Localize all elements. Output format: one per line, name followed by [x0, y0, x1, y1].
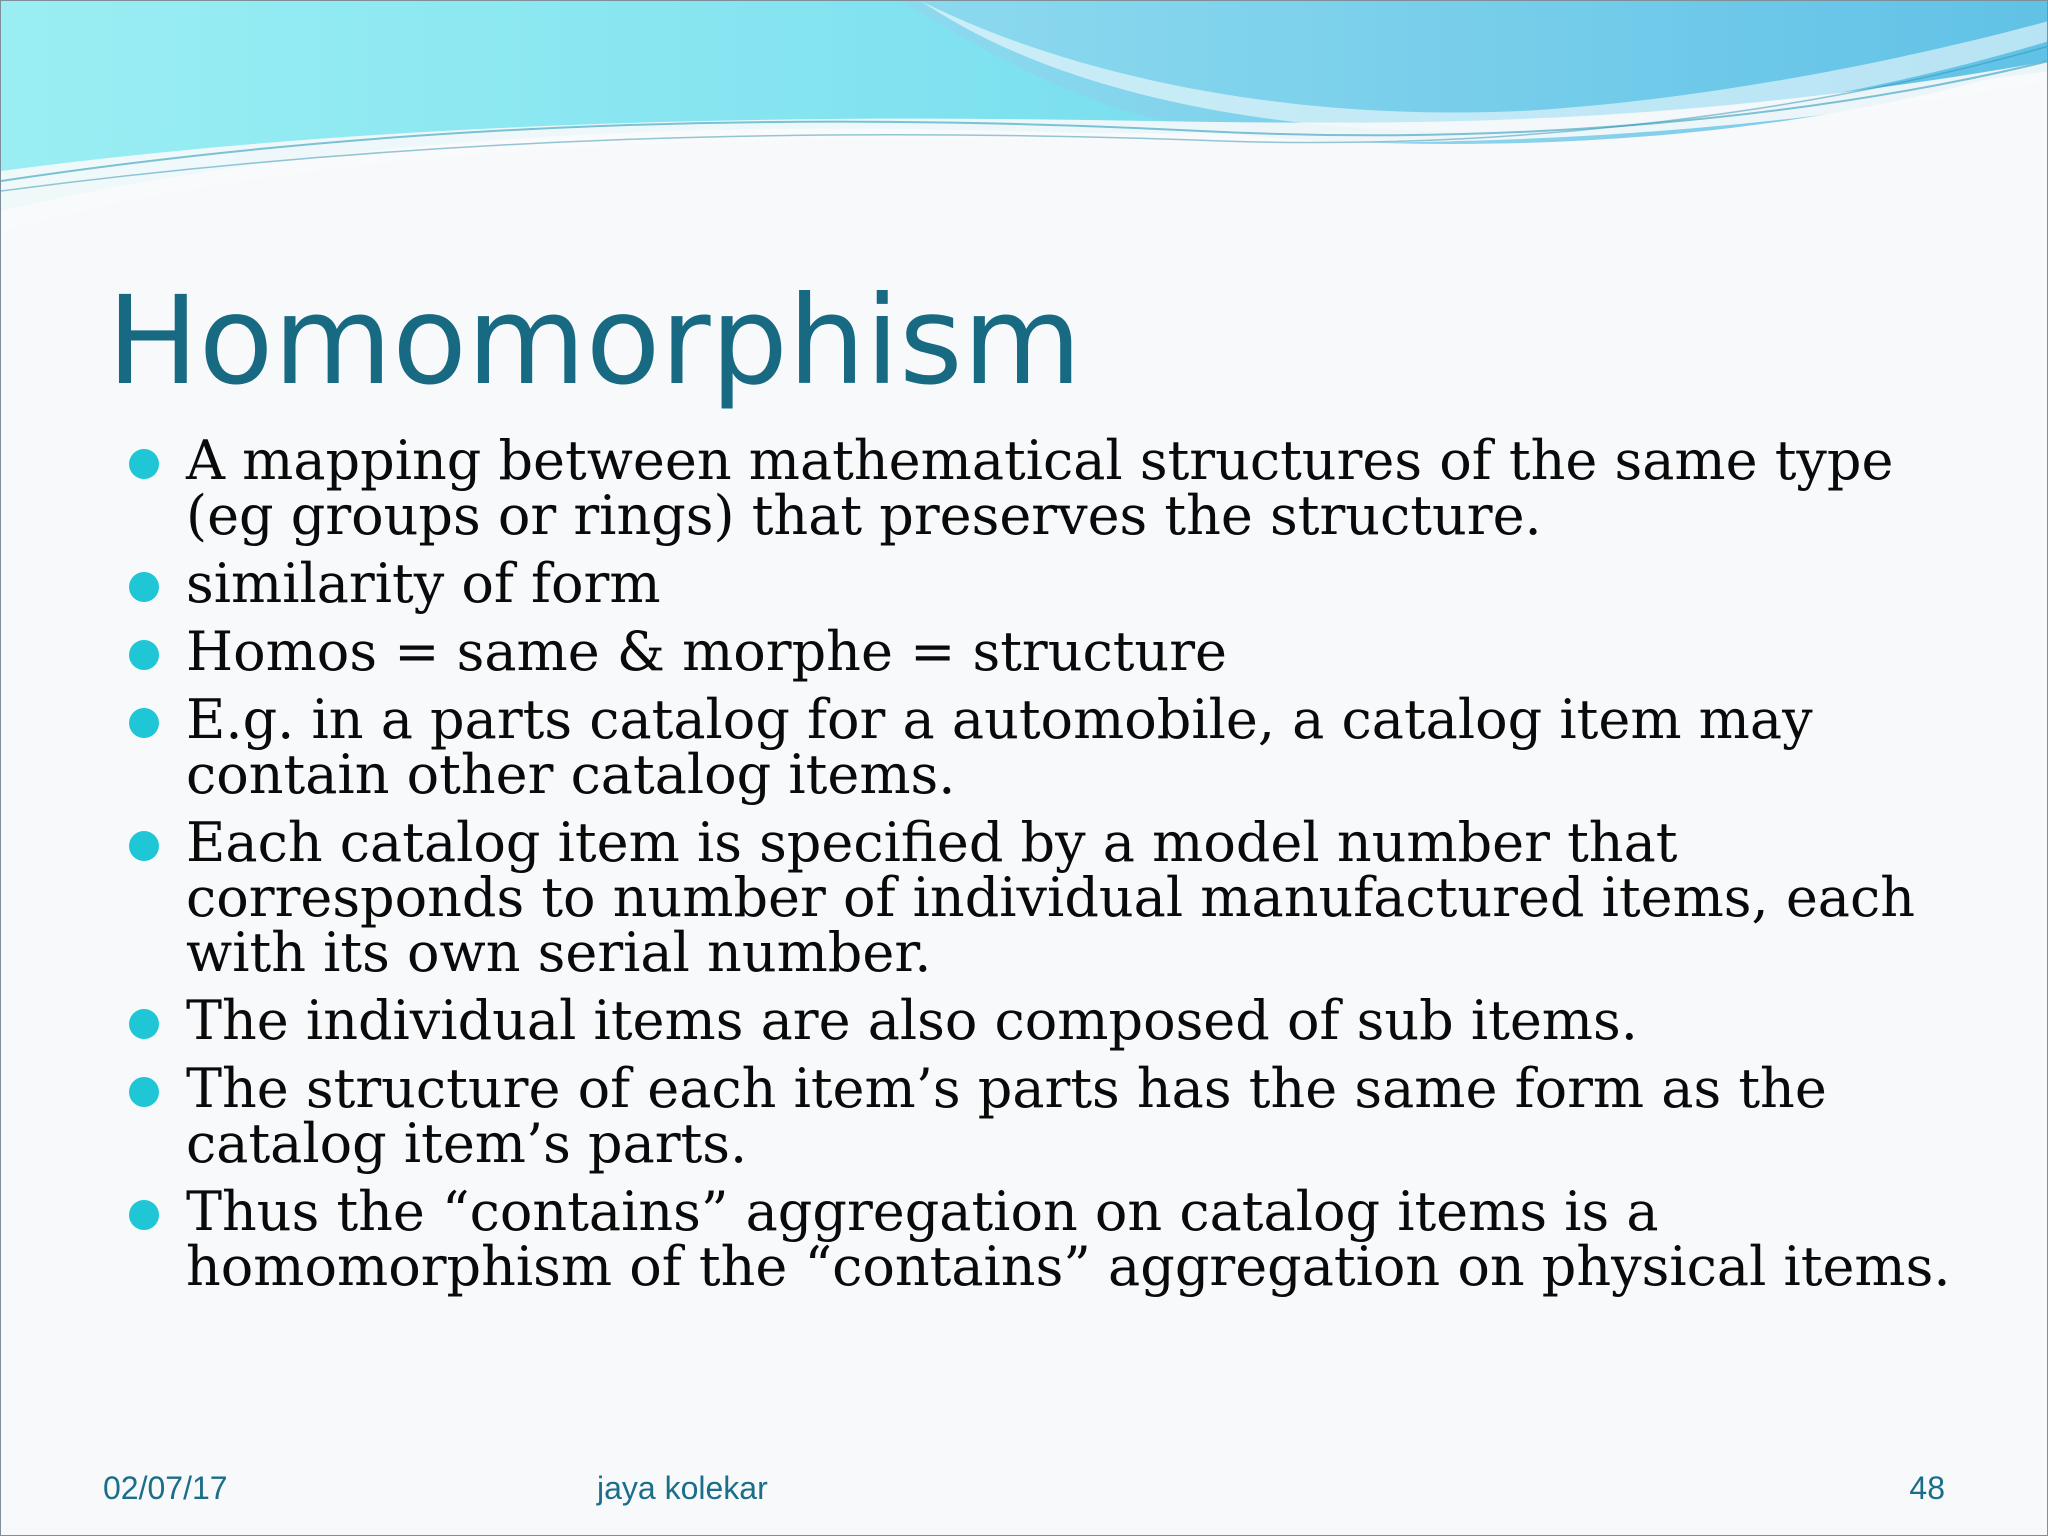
bullet-text: Homos = same & morphe = structure: [186, 620, 1227, 683]
slide-title: Homomorphism: [107, 270, 1082, 412]
bullet-dot-icon: [129, 831, 159, 861]
bullet-list: [127, 429, 1987, 1307]
bullet-text: The structure of each item’s parts has the same form as the catalog item’s parts.: [186, 1057, 1827, 1175]
bullet-dot-icon: [129, 1009, 159, 1039]
bullet-item: [127, 1180, 1987, 1298]
bullet-text: Each catalog item is specified by a model number that corresponds to number of individual manufactured items, each with its own serial number.: [186, 811, 1916, 984]
header-wave-decoration: [1, 1, 2048, 241]
bullet-item: [127, 552, 1987, 615]
bullet-item: [127, 429, 1987, 547]
bullet-dot-icon: [129, 640, 159, 670]
bullet-item: [127, 688, 1987, 806]
bullet-dot-icon: [129, 1200, 159, 1230]
bullet-text: A mapping between mathematical structures of the same type (eg groups or rings) that preserves the structure.: [186, 429, 1894, 547]
bullet-item: [127, 620, 1987, 683]
bullet-item: [127, 989, 1987, 1052]
footer-author: jaya kolekar: [597, 1470, 768, 1506]
footer-date: 02/07/17: [103, 1470, 228, 1506]
bullet-item: [127, 1057, 1987, 1175]
bullet-dot-icon: [129, 572, 159, 602]
footer-page-number: 48: [1909, 1470, 1945, 1506]
bullet-text: similarity of form: [186, 552, 661, 615]
bullet-dot-icon: [129, 708, 159, 738]
bullet-item: [127, 811, 1987, 984]
bullet-dot-icon: [129, 1077, 159, 1107]
bullet-text: The individual items are also composed of sub items.: [186, 989, 1638, 1052]
bullet-text: E.g. in a parts catalog for a automobile, a catalog item may contain other catalog items.: [186, 688, 1813, 806]
bullet-dot-icon: [129, 449, 159, 479]
bullet-text: Thus the “contains” aggregation on catalog items is a homomorphism of the “contains” aggregation on physical items.: [186, 1180, 1951, 1298]
